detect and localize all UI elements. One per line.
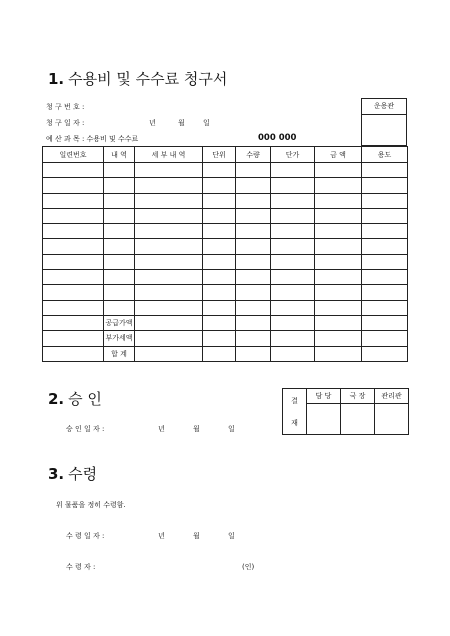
table-row <box>43 208 408 223</box>
receiver-label: 수 령 자 : <box>66 563 96 571</box>
table-cell[interactable] <box>135 208 203 223</box>
col-header-purpose: 용도 <box>362 147 408 163</box>
settle-header-director: 국 장 <box>341 389 375 404</box>
approval-year-label: 년 <box>158 425 165 433</box>
table-cell[interactable] <box>43 270 104 285</box>
table-cell[interactable] <box>203 315 236 330</box>
table-cell[interactable] <box>362 224 408 239</box>
claim-table <box>42 146 408 362</box>
table-cell[interactable] <box>43 193 104 208</box>
table-cell[interactable] <box>203 239 236 254</box>
approver-box <box>361 98 407 146</box>
table-cell[interactable] <box>203 163 236 178</box>
table-cell[interactable] <box>362 300 408 315</box>
table-cell[interactable] <box>271 178 315 193</box>
summary-label: 공급가액 <box>104 315 135 330</box>
table-cell[interactable] <box>43 331 104 346</box>
summary-label: 합 계 <box>104 346 135 361</box>
table-cell[interactable] <box>236 239 271 254</box>
table-cell[interactable] <box>104 208 135 223</box>
table-cell[interactable] <box>315 346 362 361</box>
col-header-serial: 일련번호 <box>43 147 104 163</box>
table-cell[interactable] <box>203 270 236 285</box>
table-cell[interactable] <box>315 300 362 315</box>
table-cell[interactable] <box>315 224 362 239</box>
receipt-statement: 위 물품을 정히 수령함. <box>56 501 126 509</box>
col-header-unit-price: 단가 <box>271 147 315 163</box>
table-cell[interactable] <box>43 285 104 300</box>
settle-sign-manager[interactable] <box>375 404 409 435</box>
table-cell[interactable] <box>135 239 203 254</box>
table-cell[interactable] <box>135 315 203 330</box>
table-cell[interactable] <box>135 270 203 285</box>
claim-date-label: 청 구 일 자 : <box>46 119 85 127</box>
table-cell[interactable] <box>236 285 271 300</box>
table-row <box>43 270 408 285</box>
table-cell[interactable] <box>362 193 408 208</box>
table-cell[interactable] <box>271 300 315 315</box>
table-cell[interactable] <box>203 224 236 239</box>
receipt-day-label: 일 <box>228 532 235 540</box>
table-cell[interactable] <box>236 315 271 330</box>
table-cell[interactable] <box>104 224 135 239</box>
table-cell[interactable] <box>271 208 315 223</box>
receipt-year-label: 년 <box>158 532 165 540</box>
table-cell[interactable] <box>271 346 315 361</box>
table-cell[interactable] <box>236 163 271 178</box>
table-cell[interactable] <box>362 331 408 346</box>
vat-row <box>43 331 408 346</box>
table-cell[interactable] <box>315 331 362 346</box>
table-cell[interactable] <box>362 270 408 285</box>
table-cell[interactable] <box>203 331 236 346</box>
table-cell[interactable] <box>315 315 362 330</box>
table-cell[interactable] <box>362 346 408 361</box>
approval-date-label: 승 인 일 자 : <box>66 425 105 433</box>
table-cell[interactable] <box>271 239 315 254</box>
seal-mark: (인) <box>242 563 255 571</box>
section2-heading <box>48 388 102 409</box>
table-cell[interactable] <box>203 178 236 193</box>
amount-mark: 000 000 <box>258 133 297 143</box>
table-cell[interactable] <box>104 285 135 300</box>
claim-year-label: 년 <box>149 119 156 127</box>
table-cell[interactable] <box>104 300 135 315</box>
settle-header-manager: 관리관 <box>375 389 409 404</box>
table-cell[interactable] <box>135 300 203 315</box>
table-cell[interactable] <box>135 331 203 346</box>
table-cell[interactable] <box>236 224 271 239</box>
settle-header-staff: 담 당 <box>307 389 341 404</box>
settlement-label-top: 결 <box>291 396 298 405</box>
approval-month-label: 월 <box>193 425 200 433</box>
table-cell[interactable] <box>362 254 408 269</box>
table-cell[interactable] <box>362 239 408 254</box>
table-cell[interactable] <box>271 254 315 269</box>
table-cell[interactable] <box>203 346 236 361</box>
claim-no-label: 청 구 번 호 : <box>46 103 85 111</box>
settlement-box <box>282 388 409 435</box>
table-cell[interactable] <box>236 300 271 315</box>
table-cell[interactable] <box>43 300 104 315</box>
table-cell[interactable] <box>43 163 104 178</box>
table-cell[interactable] <box>135 193 203 208</box>
receipt-month-label: 월 <box>193 532 200 540</box>
table-cell[interactable] <box>203 193 236 208</box>
table-cell[interactable] <box>135 254 203 269</box>
col-header-detail: 세 부 내 역 <box>135 147 203 163</box>
table-cell[interactable] <box>236 178 271 193</box>
budget-item-label: 예 산 과 목 : 수용비 및 수수료 <box>46 135 139 143</box>
table-cell[interactable] <box>203 300 236 315</box>
table-cell[interactable] <box>135 285 203 300</box>
table-cell[interactable] <box>43 254 104 269</box>
table-cell[interactable] <box>43 346 104 361</box>
table-cell[interactable] <box>271 315 315 330</box>
table-cell[interactable] <box>203 208 236 223</box>
section1-heading <box>48 68 227 89</box>
settle-sign-director[interactable] <box>341 404 375 435</box>
table-cell[interactable] <box>104 193 135 208</box>
col-header-amount: 금 액 <box>315 147 362 163</box>
table-cell[interactable] <box>271 270 315 285</box>
approval-day-label: 일 <box>228 425 235 433</box>
table-cell[interactable] <box>43 178 104 193</box>
table-row <box>43 163 408 178</box>
table-cell[interactable] <box>43 315 104 330</box>
approver-label: 운용관 <box>362 99 406 115</box>
table-cell[interactable] <box>236 254 271 269</box>
table-cell[interactable] <box>362 163 408 178</box>
table-cell[interactable] <box>362 285 408 300</box>
table-cell[interactable] <box>271 331 315 346</box>
section2-title: 승 인 <box>68 390 102 408</box>
table-cell[interactable] <box>315 193 362 208</box>
table-cell[interactable] <box>315 163 362 178</box>
table-cell[interactable] <box>236 208 271 223</box>
table-cell[interactable] <box>203 285 236 300</box>
section1-title: 수용비 및 수수료 청구서 <box>68 70 228 88</box>
table-cell[interactable] <box>315 270 362 285</box>
supply-value-row <box>43 315 408 330</box>
table-cell[interactable] <box>236 331 271 346</box>
section3-title: 수령 <box>68 465 98 483</box>
table-cell[interactable] <box>271 224 315 239</box>
table-row <box>43 300 408 315</box>
section3-number: 3. <box>48 465 65 483</box>
settlement-label <box>283 389 307 435</box>
table-header-row <box>43 147 408 163</box>
table-cell[interactable] <box>43 239 104 254</box>
table-cell[interactable] <box>315 208 362 223</box>
claim-day-label: 일 <box>203 119 210 127</box>
table-cell[interactable] <box>271 163 315 178</box>
section2-number: 2. <box>48 390 65 408</box>
receipt-date-label: 수 령 일 자 : <box>66 532 105 540</box>
table-cell[interactable] <box>362 315 408 330</box>
table-cell[interactable] <box>135 346 203 361</box>
table-cell[interactable] <box>104 239 135 254</box>
claim-month-label: 월 <box>178 119 185 127</box>
table-row <box>43 224 408 239</box>
table-row <box>43 254 408 269</box>
table-cell[interactable] <box>315 285 362 300</box>
table-cell[interactable] <box>315 254 362 269</box>
summary-label: 부가세액 <box>104 331 135 346</box>
settlement-label-bottom: 재 <box>291 418 298 427</box>
table-cell[interactable] <box>315 178 362 193</box>
table-cell[interactable] <box>104 254 135 269</box>
table-cell[interactable] <box>315 239 362 254</box>
table-cell[interactable] <box>236 346 271 361</box>
table-cell[interactable] <box>203 254 236 269</box>
col-header-unit: 단위 <box>203 147 236 163</box>
total-row <box>43 346 408 361</box>
col-header-quantity: 수량 <box>236 147 271 163</box>
table-cell[interactable] <box>362 208 408 223</box>
table-row <box>43 178 408 193</box>
section1-number: 1. <box>48 70 65 88</box>
table-cell[interactable] <box>135 224 203 239</box>
table-cell[interactable] <box>236 193 271 208</box>
table-cell[interactable] <box>43 224 104 239</box>
table-row <box>43 193 408 208</box>
table-cell[interactable] <box>236 270 271 285</box>
table-row <box>43 285 408 300</box>
table-cell[interactable] <box>104 270 135 285</box>
section3-heading <box>48 463 97 484</box>
table-cell[interactable] <box>362 178 408 193</box>
table-cell[interactable] <box>135 163 203 178</box>
table-cell[interactable] <box>271 285 315 300</box>
table-cell[interactable] <box>43 208 104 223</box>
settle-sign-staff[interactable] <box>307 404 341 435</box>
table-cell[interactable] <box>135 178 203 193</box>
table-cell[interactable] <box>104 178 135 193</box>
table-cell[interactable] <box>104 163 135 178</box>
table-cell[interactable] <box>271 193 315 208</box>
col-header-item: 내 역 <box>104 147 135 163</box>
table-row <box>43 239 408 254</box>
